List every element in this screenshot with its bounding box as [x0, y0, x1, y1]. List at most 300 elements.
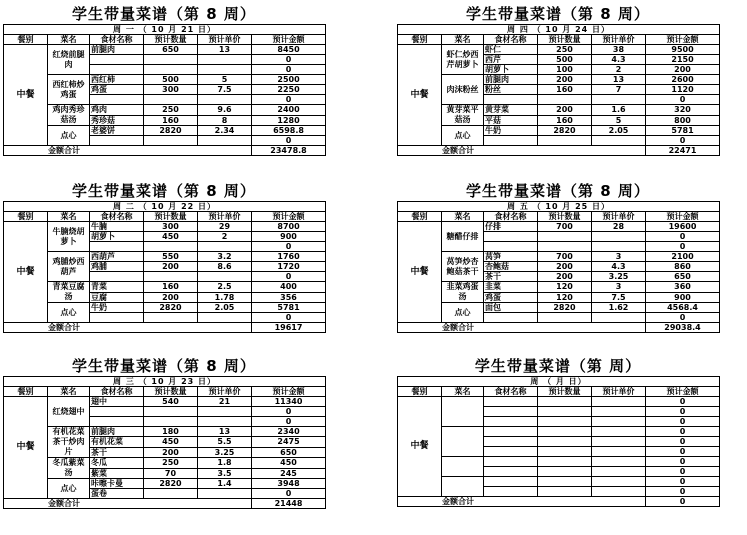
ingredient-cell: 有机花菜: [90, 437, 144, 447]
header-qty: 预计数量: [538, 387, 592, 397]
price-cell: 4.3: [592, 262, 646, 272]
table-row: [4, 303, 326, 313]
ingredient-cell: [484, 437, 538, 447]
ingredient-cell: 冬瓜: [90, 458, 144, 469]
amount-cell: 9500: [646, 45, 720, 55]
ingredient-cell: [90, 136, 144, 146]
ingredient-cell: 紫菜: [90, 468, 144, 479]
qty-cell: [538, 397, 592, 407]
price-cell: [592, 397, 646, 407]
menu-panel-monday: [3, 4, 325, 156]
price-cell: [592, 437, 646, 447]
header-meal: 餐别: [4, 387, 48, 397]
price-cell: 2.05: [592, 126, 646, 136]
price-cell: [592, 242, 646, 252]
amount-cell: 0: [252, 95, 326, 105]
amount-cell: 0: [646, 427, 720, 437]
qty-cell: 200: [538, 272, 592, 282]
ingredient-cell: [484, 487, 538, 497]
qty-cell: 160: [538, 85, 592, 95]
total-label: 金额合计: [398, 497, 646, 507]
dish-cell: [442, 477, 484, 497]
amount-cell: 0: [252, 407, 326, 417]
menu-table: [3, 376, 326, 509]
ingredient-cell: 茶干: [484, 272, 538, 282]
ingredient-cell: 茶干: [90, 447, 144, 457]
dish-cell: 肉沫粉丝: [442, 75, 484, 105]
dish-cell: [442, 427, 484, 457]
price-cell: 13: [592, 75, 646, 85]
amount-cell: 1120: [646, 85, 720, 95]
table-row: [398, 105, 720, 116]
header-ingredient: 食材名称: [484, 212, 538, 222]
header-ingredient: 食材名称: [90, 35, 144, 45]
qty-cell: [144, 417, 198, 427]
amount-cell: 0: [252, 55, 326, 65]
ingredient-cell: 牛腩: [90, 222, 144, 232]
price-cell: [198, 272, 252, 282]
amount-cell: 0: [646, 437, 720, 447]
price-cell: 8: [198, 115, 252, 126]
menu-table: [397, 376, 720, 507]
price-cell: [198, 242, 252, 252]
qty-cell: [144, 407, 198, 417]
price-cell: [198, 417, 252, 427]
price-cell: 21: [198, 397, 252, 407]
qty-cell: [144, 55, 198, 65]
table-row: [4, 126, 326, 136]
amount-cell: 0: [646, 242, 720, 252]
amount-cell: 0: [646, 477, 720, 487]
amount-cell: 1720: [252, 262, 326, 272]
amount-cell: 19600: [646, 222, 720, 232]
header-dish: 菜名: [442, 35, 484, 45]
price-cell: 1.8: [198, 458, 252, 469]
amount-cell: 0: [252, 313, 326, 323]
table-row: [4, 282, 326, 293]
amount-cell: 800: [646, 115, 720, 126]
ingredient-cell: [484, 417, 538, 427]
qty-cell: [538, 457, 592, 467]
amount-cell: 360: [646, 282, 720, 293]
price-cell: 1.4: [198, 479, 252, 489]
price-cell: 7.5: [592, 292, 646, 303]
price-cell: [592, 95, 646, 105]
ingredient-cell: 豆腐: [90, 292, 144, 303]
menu-table: [3, 24, 326, 156]
table-row: [398, 45, 720, 55]
amount-cell: 2475: [252, 437, 326, 447]
qty-cell: [144, 136, 198, 146]
header-price: 预计单价: [592, 387, 646, 397]
amount-cell: 3948: [252, 479, 326, 489]
amount-cell: 5781: [252, 303, 326, 313]
amount-cell: 900: [646, 292, 720, 303]
table-row: [398, 75, 720, 85]
panel-title: 学生带量菜谱（第 8 周）: [72, 5, 256, 23]
ingredient-cell: 韭菜: [484, 282, 538, 293]
qty-cell: [538, 242, 592, 252]
header-ingredient: 食材名称: [90, 212, 144, 222]
qty-cell: 120: [538, 282, 592, 293]
table-row: [4, 479, 326, 489]
qty-cell: 250: [144, 458, 198, 469]
header-ingredient: 食材名称: [484, 35, 538, 45]
price-cell: 5.5: [198, 437, 252, 447]
qty-cell: 500: [538, 55, 592, 65]
ingredient-cell: 鸡脯: [90, 262, 144, 272]
total-label: 金额合计: [4, 146, 252, 156]
ingredient-cell: [484, 427, 538, 437]
ingredient-cell: [484, 397, 538, 407]
ingredient-cell: 莴笋: [484, 252, 538, 262]
total-label: 金额合计: [398, 146, 646, 156]
price-cell: [198, 489, 252, 499]
table-row: [4, 222, 326, 232]
qty-cell: 120: [538, 292, 592, 303]
dish-cell: 点心: [48, 126, 90, 146]
price-cell: [592, 427, 646, 437]
qty-cell: 450: [144, 437, 198, 447]
amount-cell: 450: [252, 458, 326, 469]
table-row: [398, 477, 720, 487]
total-label: 金额合计: [398, 323, 646, 333]
amount-cell: 0: [252, 65, 326, 75]
qty-cell: [538, 136, 592, 146]
header-qty: 预计数量: [538, 212, 592, 222]
price-cell: 5: [592, 115, 646, 126]
amount-cell: 400: [252, 282, 326, 293]
price-cell: [198, 65, 252, 75]
ingredient-cell: [90, 417, 144, 427]
total-amount: 19617: [252, 323, 326, 333]
qty-cell: 70: [144, 468, 198, 479]
amount-cell: 356: [252, 292, 326, 303]
header-amount: 预计金额: [646, 35, 720, 45]
price-cell: 1.78: [198, 292, 252, 303]
date-cell: 周 二 （ 10 月 22 日）: [4, 202, 326, 212]
qty-cell: 2820: [144, 126, 198, 136]
header-dish: 菜名: [442, 387, 484, 397]
header-meal: 餐别: [4, 212, 48, 222]
header-dish: 菜名: [48, 212, 90, 222]
qty-cell: [144, 489, 198, 499]
ingredient-cell: 仔排: [484, 222, 538, 232]
ingredient-cell: 杏鲍菇: [484, 262, 538, 272]
ingredient-cell: 鸡蛋: [484, 292, 538, 303]
amount-cell: 320: [646, 105, 720, 116]
price-cell: 28: [592, 222, 646, 232]
ingredient-cell: 面包: [484, 303, 538, 313]
meal-cell: 中餐: [4, 45, 48, 146]
qty-cell: [538, 447, 592, 457]
table-row: [398, 222, 720, 232]
ingredient-cell: [484, 313, 538, 323]
menu-panel-blank: [397, 356, 719, 507]
ingredient-cell: [484, 457, 538, 467]
header-meal: 餐别: [4, 35, 48, 45]
meal-cell: 中餐: [4, 222, 48, 323]
amount-cell: 0: [252, 417, 326, 427]
dish-cell: 糖醋仔排: [442, 222, 484, 252]
header-price: 预计单价: [198, 387, 252, 397]
ingredient-cell: [90, 65, 144, 75]
header-dish: 菜名: [48, 387, 90, 397]
price-cell: 3.5: [198, 468, 252, 479]
header-price: 预计单价: [198, 35, 252, 45]
menu-panel-friday: [397, 181, 719, 333]
amount-cell: 0: [252, 136, 326, 146]
qty-cell: 100: [538, 65, 592, 75]
qty-cell: [144, 65, 198, 75]
ingredient-cell: 黄芽菜: [484, 105, 538, 116]
qty-cell: [538, 232, 592, 242]
qty-cell: [538, 467, 592, 477]
dish-cell: 虾仁炒西芹胡萝卜: [442, 45, 484, 75]
header-amount: 预计金额: [646, 212, 720, 222]
dish-cell: 青菜豆腐汤: [48, 282, 90, 303]
amount-cell: 900: [252, 232, 326, 242]
price-cell: [198, 313, 252, 323]
amount-cell: 6598.8: [252, 126, 326, 136]
amount-cell: 0: [252, 272, 326, 282]
header-dish: 菜名: [48, 35, 90, 45]
header-ingredient: 食材名称: [90, 387, 144, 397]
table-row: [398, 282, 720, 293]
price-cell: 29: [198, 222, 252, 232]
ingredient-cell: [484, 407, 538, 417]
amount-cell: 5781: [646, 126, 720, 136]
table-row: [4, 458, 326, 469]
amount-cell: 0: [646, 407, 720, 417]
amount-cell: 860: [646, 262, 720, 272]
amount-cell: 0: [646, 95, 720, 105]
ingredient-cell: 青菜: [90, 282, 144, 293]
ingredient-cell: [90, 313, 144, 323]
amount-cell: 0: [646, 417, 720, 427]
table-row: [4, 45, 326, 55]
menu-table: [397, 24, 720, 156]
amount-cell: 11340: [252, 397, 326, 407]
ingredient-cell: [484, 467, 538, 477]
header-amount: 预计金额: [252, 35, 326, 45]
ingredient-cell: 平菇: [484, 115, 538, 126]
dish-cell: 点心: [48, 479, 90, 499]
qty-cell: 450: [144, 232, 198, 242]
header-qty: 预计数量: [144, 387, 198, 397]
ingredient-cell: [90, 95, 144, 105]
price-cell: [592, 232, 646, 242]
price-cell: [592, 487, 646, 497]
amount-cell: 1760: [252, 252, 326, 262]
header-qty: 预计数量: [144, 35, 198, 45]
qty-cell: [144, 95, 198, 105]
qty-cell: 180: [144, 427, 198, 437]
qty-cell: [538, 313, 592, 323]
price-cell: 7.5: [198, 85, 252, 95]
table-row: [4, 397, 326, 407]
dish-cell: 红烧前腿肉: [48, 45, 90, 75]
date-cell: 周 四 （ 10 月 24 日）: [398, 25, 720, 35]
qty-cell: 160: [144, 115, 198, 126]
price-cell: 7: [592, 85, 646, 95]
meal-cell: 中餐: [398, 397, 442, 497]
qty-cell: 2820: [538, 126, 592, 136]
dish-cell: 鸡脯炒西葫芦: [48, 252, 90, 282]
price-cell: 8.6: [198, 262, 252, 272]
qty-cell: 160: [144, 282, 198, 293]
dish-cell: 西红柿炒鸡蛋: [48, 75, 90, 105]
ingredient-cell: 牛奶: [484, 126, 538, 136]
amount-cell: 2250: [252, 85, 326, 95]
price-cell: 5: [198, 75, 252, 85]
total-label: 金额合计: [4, 499, 252, 509]
qty-cell: 550: [144, 252, 198, 262]
amount-cell: 0: [252, 242, 326, 252]
qty-cell: 200: [144, 262, 198, 272]
dish-cell: 点心: [442, 303, 484, 323]
ingredient-cell: 老婆饼: [90, 126, 144, 136]
ingredient-cell: 翅中: [90, 397, 144, 407]
total-amount: 22471: [646, 146, 720, 156]
price-cell: 3: [592, 252, 646, 262]
price-cell: 13: [198, 427, 252, 437]
ingredient-cell: 西葫芦: [90, 252, 144, 262]
header-meal: 餐别: [398, 387, 442, 397]
dish-cell: 点心: [442, 126, 484, 146]
dish-cell: 红烧翅中: [48, 397, 90, 427]
amount-cell: 0: [646, 457, 720, 467]
ingredient-cell: 鸡蛋: [90, 85, 144, 95]
qty-cell: [538, 417, 592, 427]
price-cell: 2: [198, 232, 252, 242]
header-qty: 预计数量: [144, 212, 198, 222]
meal-cell: 中餐: [398, 222, 442, 323]
qty-cell: 650: [144, 45, 198, 55]
amount-cell: 0: [646, 467, 720, 477]
qty-cell: [144, 313, 198, 323]
total-amount: 23478.8: [252, 146, 326, 156]
table-row: [398, 126, 720, 136]
qty-cell: 500: [144, 75, 198, 85]
price-cell: [198, 407, 252, 417]
table-row: [398, 397, 720, 407]
header-amount: 预计金额: [646, 387, 720, 397]
header-meal: 餐别: [398, 35, 442, 45]
total-amount: 0: [646, 497, 720, 507]
price-cell: [592, 447, 646, 457]
price-cell: [198, 95, 252, 105]
qty-cell: 2820: [144, 303, 198, 313]
price-cell: 3.2: [198, 252, 252, 262]
amount-cell: 245: [252, 468, 326, 479]
meal-cell: 中餐: [4, 397, 48, 499]
amount-cell: 2600: [646, 75, 720, 85]
menu-panel-wednesday: [3, 356, 325, 509]
table-row: [398, 457, 720, 467]
dish-cell: 牛腩烧胡萝卜: [48, 222, 90, 252]
panel-title: 学生带量菜谱（第 周）: [474, 357, 642, 375]
qty-cell: 540: [144, 397, 198, 407]
amount-cell: 200: [646, 65, 720, 75]
price-cell: 38: [592, 45, 646, 55]
ingredient-cell: 秀珍菇: [90, 115, 144, 126]
meal-cell: 中餐: [398, 45, 442, 146]
price-cell: [592, 407, 646, 417]
qty-cell: [538, 95, 592, 105]
amount-cell: 0: [646, 487, 720, 497]
price-cell: [198, 55, 252, 65]
qty-cell: 2820: [144, 479, 198, 489]
ingredient-cell: [484, 242, 538, 252]
ingredient-cell: 牛奶: [90, 303, 144, 313]
ingredient-cell: [90, 242, 144, 252]
price-cell: [592, 136, 646, 146]
menu-table: [3, 201, 326, 333]
amount-cell: 0: [646, 136, 720, 146]
header-price: 预计单价: [592, 35, 646, 45]
price-cell: [592, 467, 646, 477]
header-price: 预计单价: [592, 212, 646, 222]
qty-cell: 250: [144, 105, 198, 116]
table-row: [398, 252, 720, 262]
menu-panel-thursday: [397, 4, 719, 156]
qty-cell: [144, 242, 198, 252]
dish-cell: 黄芽菜平菇汤: [442, 105, 484, 126]
qty-cell: 700: [538, 252, 592, 262]
price-cell: [592, 313, 646, 323]
dish-cell: 有机花菜茶干炒肉片: [48, 427, 90, 458]
ingredient-cell: 鸡肉: [90, 105, 144, 116]
amount-cell: 8700: [252, 222, 326, 232]
qty-cell: 200: [144, 447, 198, 457]
price-cell: 3.25: [592, 272, 646, 282]
amount-cell: 8450: [252, 45, 326, 55]
total-label: 金额合计: [4, 323, 252, 333]
ingredient-cell: [484, 136, 538, 146]
price-cell: 9.6: [198, 105, 252, 116]
table-row: [398, 303, 720, 313]
header-dish: 菜名: [442, 212, 484, 222]
qty-cell: 2820: [538, 303, 592, 313]
dish-cell: [442, 397, 484, 427]
qty-cell: 200: [538, 105, 592, 116]
qty-cell: 160: [538, 115, 592, 126]
price-cell: [592, 477, 646, 487]
total-amount: 21448: [252, 499, 326, 509]
amount-cell: 4568.4: [646, 303, 720, 313]
amount-cell: 0: [252, 489, 326, 499]
dish-cell: 点心: [48, 303, 90, 323]
ingredient-cell: [484, 447, 538, 457]
total-amount: 29038.4: [646, 323, 720, 333]
header-meal: 餐别: [398, 212, 442, 222]
price-cell: 3.25: [198, 447, 252, 457]
ingredient-cell: 前腿肉: [90, 427, 144, 437]
ingredient-cell: 粉丝: [484, 85, 538, 95]
amount-cell: 2340: [252, 427, 326, 437]
menu-panel-tuesday: [3, 181, 325, 333]
amount-cell: 1280: [252, 115, 326, 126]
amount-cell: 2150: [646, 55, 720, 65]
ingredient-cell: 前腿肉: [90, 45, 144, 55]
amount-cell: 2500: [252, 75, 326, 85]
price-cell: [198, 136, 252, 146]
ingredient-cell: [90, 407, 144, 417]
price-cell: 2.05: [198, 303, 252, 313]
amount-cell: 650: [646, 272, 720, 282]
header-ingredient: 食材名称: [484, 387, 538, 397]
